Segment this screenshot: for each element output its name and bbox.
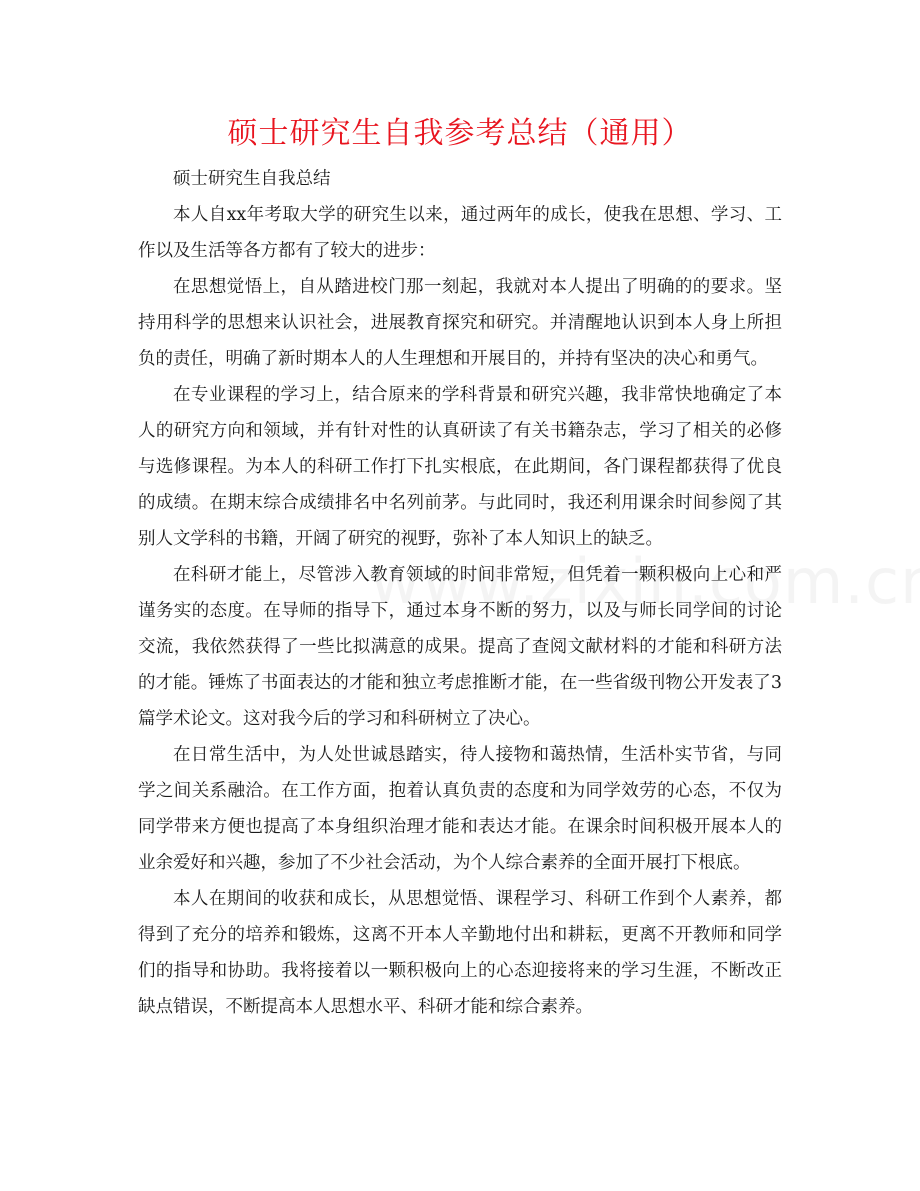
paragraph-intro: 本人自xx年考取大学的研究生以来，通过两年的成长，使我在思想、学习、工作以及生活等各方都有了较大的进步： xyxy=(138,205,782,261)
paragraph-research: 在科研才能上，尽管涉入教育领域的时间非常短，但凭着一颗积极向上心和严谨务实的态度。在导师的指导下，通过本身不断的努力，以及与师长同学间的讨论交流，我依然获得了一些比拟满意的成果。提高了查阅文献材料的才能和科研方法的才能。锤炼了书面表达的才能和独立考虑推断才能，在一些省级刊物公开发表了3篇学术论文。这对我今后的学习和科研树立了决心。 xyxy=(138,565,782,729)
document-title: 硕士研究生自我参考总结（通用） xyxy=(227,116,693,151)
paragraph-coursework: 在专业课程的学习上，结合原来的学科背景和研究兴趣，我非常快地确定了本人的研究方向和领域，并有针对性的认真研读了有关书籍杂志，学习了相关的必修与选修课程。为本人的科研工作打下扎实根底，在此期间，各门课程都获得了优良的成绩。在期末综合成绩排名中名列前茅。与此同时，我还利用课余时间参阅了其别人文学科的书籍，开阔了研究的视野，弥补了本人知识上的缺乏。 xyxy=(138,385,782,549)
paragraph-thought: 在思想觉悟上，自从踏进校门那一刻起，我就对本人提出了明确的的要求。坚持用科学的思想来认识社会，进展教育探究和研究。并清醒地认识到本人身上所担负的责任，明确了新时期本人的人生理想和开展目的，并持有坚决的决心和勇气。 xyxy=(138,277,782,369)
paragraph-subtitle: 硕士研究生自我总结 xyxy=(173,169,331,189)
document-body xyxy=(138,161,782,1025)
paragraph-conclusion: 本人在期间的收获和成长，从思想觉悟、课程学习、科研工作到个人素养，都得到了充分的培养和锻炼，这离不开本人辛勤地付出和耕耘，更离不开教师和同学们的指导和协助。我将接着以一颗积极向上的心态迎接将来的学习生涯，不断改正缺点错误，不断提高本人思想水平、科研才能和综合素养。 xyxy=(138,889,782,1017)
paragraph-daily-life: 在日常生活中，为人处世诚恳踏实，待人接物和蔼热情，生活朴实节省，与同学之间关系融洽。在工作方面，抱着认真负责的态度和为同学效劳的心态，不仅为同学带来方便也提高了本身组织治理才能和表达才能。在课余时间积极开展本人的业余爱好和兴趣，参加了不少社会活动，为个人综合素养的全面开展打下根底。 xyxy=(138,745,782,873)
